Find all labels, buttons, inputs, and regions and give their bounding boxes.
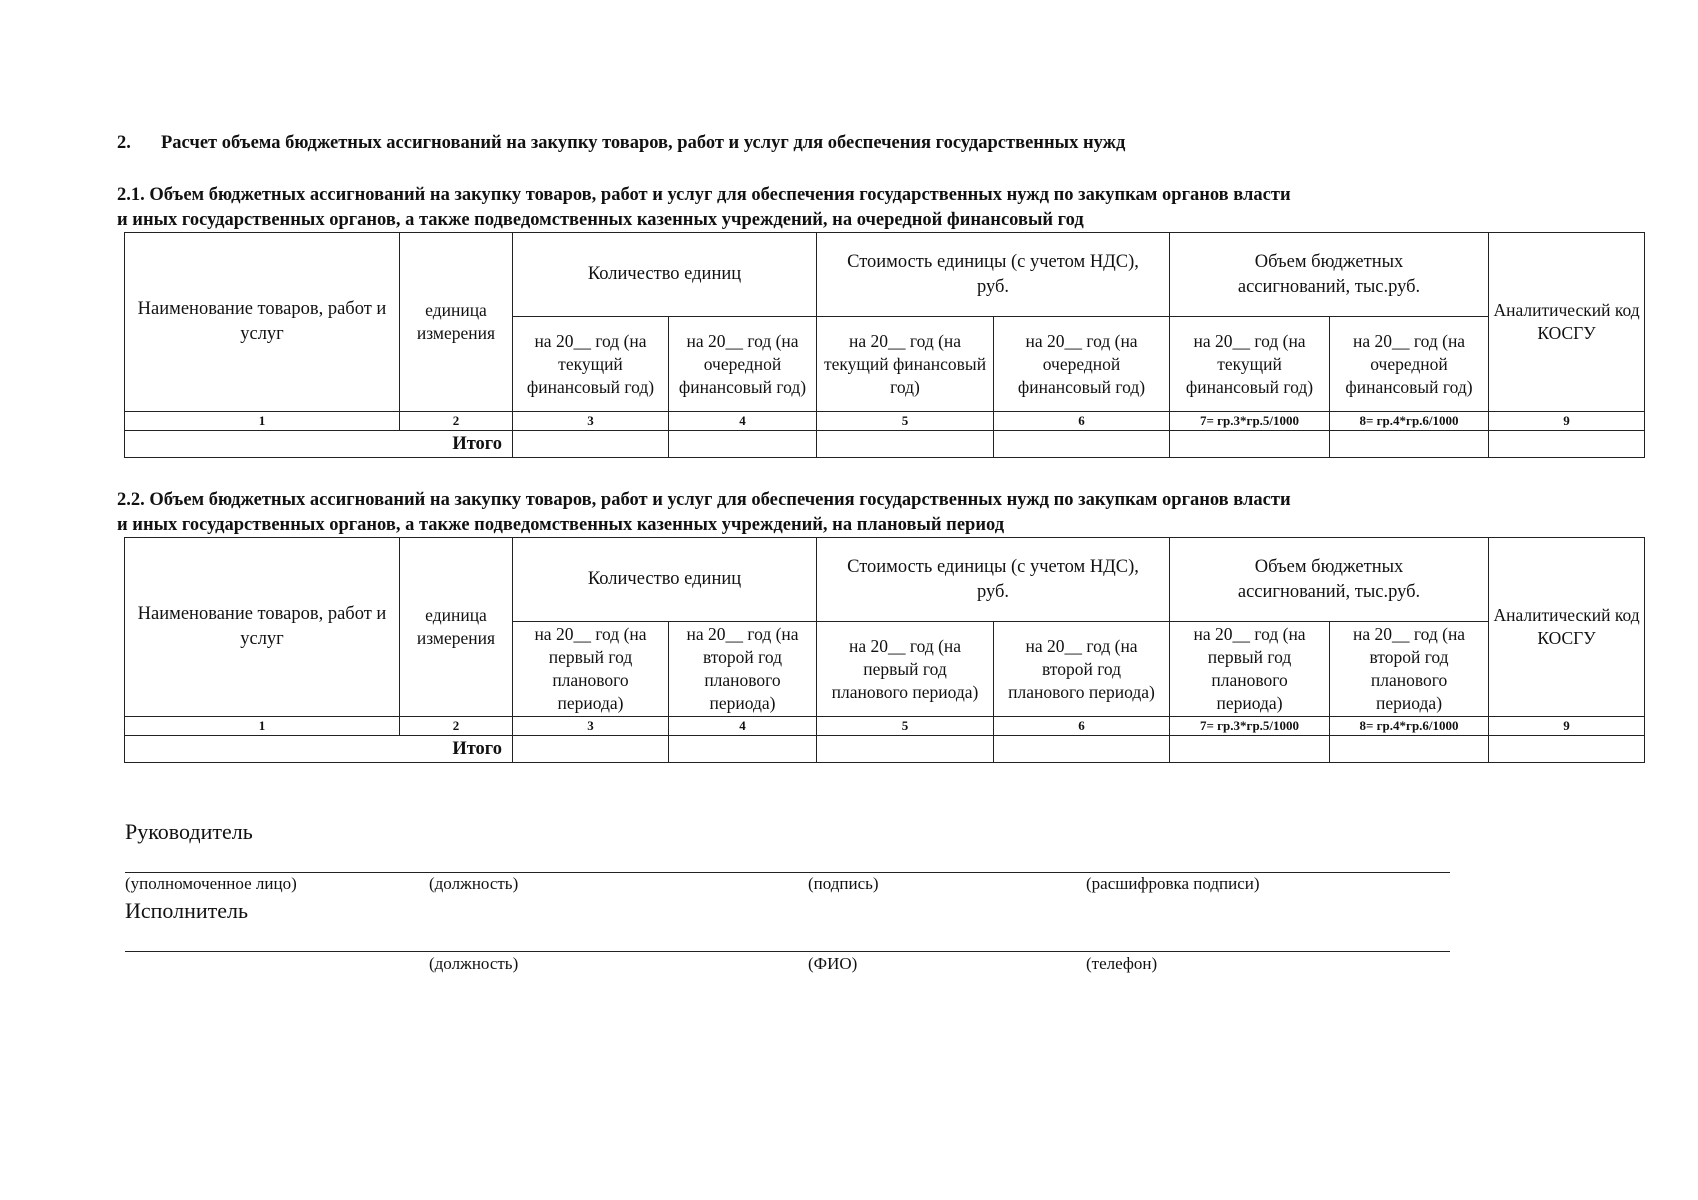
table1-total-cell [513,431,669,458]
table2-header-volume: Объем бюджетных ассигнований, тыс.руб. [1170,538,1489,622]
table2-colnum: 1 [125,717,400,736]
table1 [124,232,1645,458]
table2-subheader-4: на 20__ год (на второй год планового периода) [994,622,1170,717]
table2-heading-line1: 2.2. Объем бюджетных ассигнований на закупку товаров, работ и услуг для обеспечения государственных нужд по закупкам органов власти [117,490,1291,510]
table2-subheader-5: на 20__ год (на первый год планового периода) [1170,622,1330,717]
table1-header-kosgu: Аналитический код КОСГУ [1489,233,1645,412]
table1-subheader-1: на 20__ год (на текущий финансовый год) [513,317,669,412]
table2 [124,537,1645,763]
table2-header-name: Наименование товаров, работ и услуг [125,538,400,717]
table1-colnum: 6 [994,412,1170,431]
head-caption-decoding: (расшифровка подписи) [1086,874,1260,893]
table2-colnum: 6 [994,717,1170,736]
table1-heading-line1: 2.1. Объем бюджетных ассигнований на закупку товаров, работ и услуг для обеспечения государственных нужд по закупкам органов власти [117,185,1291,205]
table1-colnum: 5 [817,412,994,431]
executor-caption-phone: (телефон) [1086,954,1158,973]
table1-header-price: Стоимость единицы (с учетом НДС), руб. [817,233,1170,317]
table2-subheader-6: на 20__ год (на второй год планового периода) [1330,622,1489,717]
table1-subheader-5: на 20__ год (на текущий финансовый год) [1170,317,1330,412]
table1-total-cell [669,431,817,458]
section-title: Расчет объема бюджетных ассигнований на закупку товаров, работ и услуг для обеспечения государственных нужд [161,133,1126,153]
table2-total-cell [669,736,817,763]
table1-subheader-4: на 20__ год (на очередной финансовый год) [994,317,1170,412]
table2-header-price: Стоимость единицы (с учетом НДС), руб. [817,538,1170,622]
table2-subheader-2: на 20__ год (на второй год планового периода) [669,622,817,717]
table1-colnum: 1 [125,412,400,431]
table1-header-unit: единица измерения [400,233,513,412]
table2-colnum: 7= гр.3*гр.5/1000 [1170,717,1330,736]
head-caption-position: (должность) [429,874,519,893]
table2-colnum: 4 [669,717,817,736]
table1-total-label: Итого [125,431,513,458]
table2-total-cell [994,736,1170,763]
executor-signature-line [125,951,1450,952]
head-caption-signature: (подпись) [808,874,879,893]
table2-colnum: 8= гр.4*гр.6/1000 [1330,717,1489,736]
head-title: Руководитель [125,819,253,844]
table1-colnum: 9 [1489,412,1645,431]
executor-caption-position: (должность) [429,954,519,973]
table2-total-cell [1170,736,1330,763]
table1-total-cell [1330,431,1489,458]
table2-total-cell [1489,736,1645,763]
table1-subheader-6: на 20__ год (на очередной финансовый год) [1330,317,1489,412]
table2-total-label: Итого [125,736,513,763]
table2-total-cell [1330,736,1489,763]
table2-colnum: 9 [1489,717,1645,736]
table2-subheader-3: на 20__ год (на первый год планового периода) [817,622,994,717]
table1-total-cell [817,431,994,458]
executor-caption-fio: (ФИО) [808,954,858,973]
table1-subheader-3: на 20__ год (на текущий финансовый год) [817,317,994,412]
table1-colnum: 7= гр.3*гр.5/1000 [1170,412,1330,431]
table2-colnum: 5 [817,717,994,736]
executor-title: Исполнитель [125,898,249,923]
table1-heading-line2: и иных государственных органов, а также подведомственных казенных учреждений, на очередной финансовый год [117,210,1084,230]
table2-total-cell [817,736,994,763]
table2-total-cell [513,736,669,763]
table1-colnum: 3 [513,412,669,431]
table1-total-cell [994,431,1170,458]
table2-colnum: 2 [400,717,513,736]
table1-colnum: 2 [400,412,513,431]
table2-header-unit: единица измерения [400,538,513,717]
table2-header-kosgu: Аналитический код КОСГУ [1489,538,1645,717]
table1-header-qty: Количество единиц [513,233,817,317]
table2-colnum: 3 [513,717,669,736]
table1-total-cell [1489,431,1645,458]
table2-subheader-1: на 20__ год (на первый год планового периода) [513,622,669,717]
section-number: 2. [117,133,131,153]
head-caption-person: (уполномоченное лицо) [125,874,297,893]
table2-header-qty: Количество единиц [513,538,817,622]
table1-colnum: 8= гр.4*гр.6/1000 [1330,412,1489,431]
section-heading [117,130,1125,156]
table1-total-cell [1170,431,1330,458]
table1-header-volume: Объем бюджетных ассигнований, тыс.руб. [1170,233,1489,317]
table2-heading-line2: и иных государственных органов, а также подведомственных казенных учреждений, на плановый период [117,515,1005,535]
table1-subheader-2: на 20__ год (на очередной финансовый год) [669,317,817,412]
table1-colnum: 4 [669,412,817,431]
table1-header-name: Наименование товаров, работ и услуг [125,233,400,412]
